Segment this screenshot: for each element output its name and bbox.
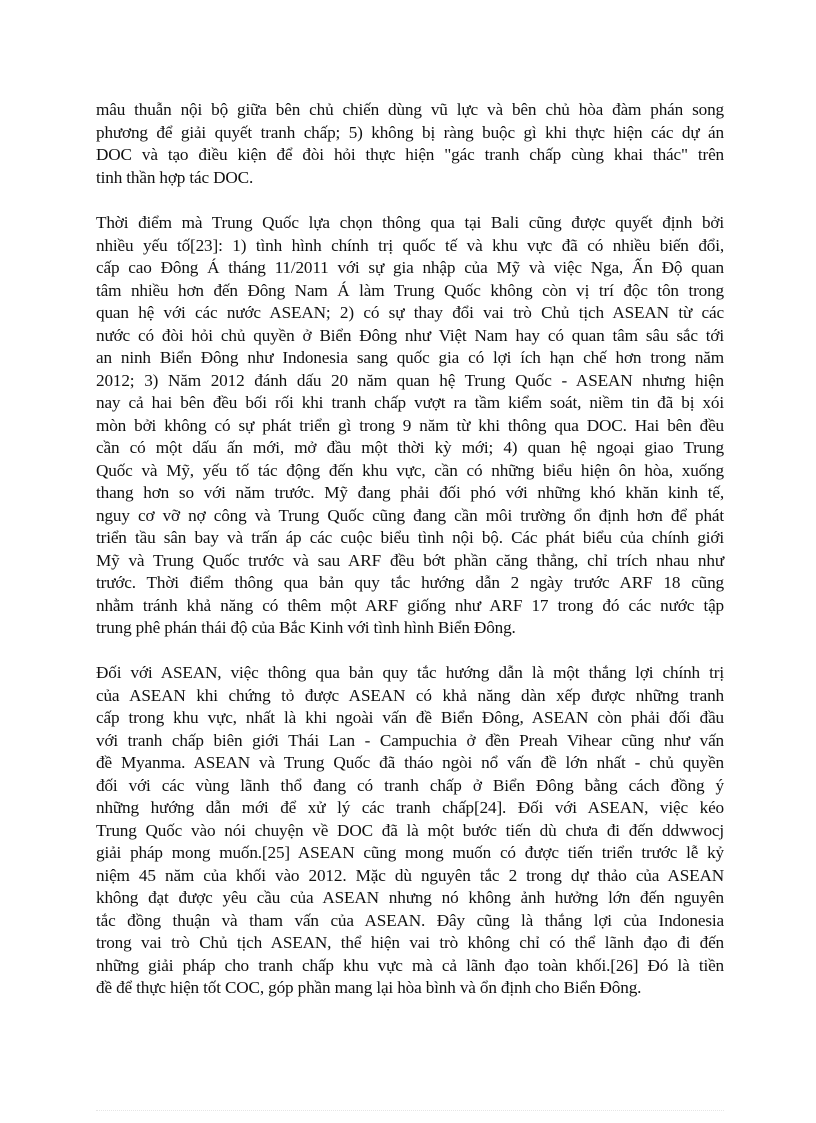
paragraph-3 bbox=[96, 662, 724, 1000]
text-line: trung phê phán thái độ của Bắc Kinh với tình hình Biển Đông. bbox=[96, 618, 516, 637]
text-line: Đối với ASEAN, việc thông qua bản quy tắc hướng dẫn là một thắng lợi chính trị bbox=[96, 663, 724, 682]
text-line: đối với các vùng lãnh thổ đang có tranh chấp ở Biển Đông bằng cách đồng ý bbox=[96, 775, 724, 795]
text-line: tinh thần hợp tác DOC. bbox=[96, 167, 254, 187]
text-line: với tranh chấp biên giới Thái Lan - Campuchia ở đền Preah Vihear cũng như vấn bbox=[96, 730, 724, 750]
text-line: thang hơn so với năm trước. Mỹ đang phải đối phó với những khó khăn kinh tế, bbox=[96, 483, 724, 502]
text-line: không đạt được yêu cầu của ASEAN nhưng nó không ảnh hưởng lớn đến nguyên bbox=[96, 888, 724, 907]
text-line: nước có đòi hỏi chủ quyền ở Biển Đông như Việt Nam hay có quan tâm sâu sắc tới bbox=[96, 325, 724, 345]
paragraph-1 bbox=[96, 99, 724, 189]
text-line: mâu thuẫn nội bộ giữa bên chủ chiến dùng vũ lực và bên chủ hòa đàm phán song bbox=[96, 100, 724, 119]
text-line: tắc đồng thuận và tham vấn của ASEAN. Đây cũng là thắng lợi của Indonesia bbox=[96, 910, 724, 930]
text-line: trong vai trò Chủ tịch ASEAN, thể hiện vai trò không chỉ có thể lãnh đạo đi đến bbox=[96, 933, 724, 952]
text-line: đề Myanma. ASEAN và Trung Quốc đã tháo ngòi nổ vấn đề lớn nhất - chủ quyền bbox=[96, 753, 724, 772]
page-footer-rule bbox=[96, 1110, 724, 1111]
text-line: Thời điểm mà Trung Quốc lựa chọn thông qua tại Bali cũng được quyết định bởi bbox=[96, 213, 724, 232]
text-line: những hướng dẫn mới để xử lý các tranh chấp[24]. Đối với ASEAN, việc kéo bbox=[96, 798, 724, 817]
text-line: nguy cơ vỡ nợ công và Trung Quốc cũng đang cần môi trường ổn định hơn để phát bbox=[96, 505, 724, 525]
text-line: Quốc và Mỹ, yếu tố tác động đến khu vực, cần có những biểu hiện ôn hòa, xuống bbox=[96, 460, 724, 480]
text-line: trước. Thời điểm thông qua bản quy tắc hướng dẫn 2 ngày trước ARF 18 cũng bbox=[96, 573, 724, 592]
text-line: mòn bởi không có sự phát triển gì trong 9 năm từ khi thông qua DOC. Hai bên đều bbox=[96, 415, 724, 435]
text-line: cần có một dấu ấn mới, mở đầu một thời kỳ mới; 4) quan hệ ngoại giao Trung bbox=[96, 438, 724, 457]
text-line: tâm nhiều hơn đến Đông Nam Á làm Trung Quốc không còn vị trí độc tôn trong bbox=[96, 280, 724, 300]
text-line: đề để thực hiện tốt COC, góp phần mang lại hòa bình và ổn định cho Biển Đông. bbox=[96, 978, 642, 997]
text-line: của ASEAN khi chứng tỏ được ASEAN có khả năng dàn xếp được những tranh bbox=[96, 685, 724, 705]
text-line: 2012; 3) Năm 2012 đánh dấu 20 năm quan hệ Trung Quốc - ASEAN nhưng hiện bbox=[96, 370, 724, 390]
text-line: Mỹ và Trung Quốc trước và sau ARF đều bớt phần căng thẳng, chỉ trích nhau như bbox=[96, 550, 724, 570]
text-line: Trung Quốc vào nói chuyện về DOC đã là một bước tiến dù chưa đi đến ddwwocj bbox=[96, 820, 724, 840]
text-line: quan hệ với các nước ASEAN; 2) có sự thay đổi vai trò Chủ tịch ASEAN từ các bbox=[96, 303, 724, 322]
text-line: phương để giải quyết tranh chấp; 5) không bị ràng buộc gì khi thực hiện các dự án bbox=[96, 122, 724, 142]
text-line: cấp trong khu vực, nhất là khi ngoài vấn đề Biển Đông, ASEAN còn phải đối đầu bbox=[96, 708, 724, 727]
text-line: giải pháp mong muốn.[25] ASEAN cũng mong muốn có được tiến triển trước lễ kỷ bbox=[96, 843, 724, 862]
text-line: niệm 45 năm của khối vào 2012. Mặc dù nguyên tắc 2 trong dự thảo của ASEAN bbox=[96, 865, 724, 885]
text-line: cấp cao Đông Á tháng 11/2011 với sự gia nhập của Mỹ và việc Nga, Ấn Độ quan bbox=[96, 258, 724, 277]
text-line: nay cả hai bên đều bối rối khi tranh chấp vượt ra tầm kiểm soát, niềm tin đã bị xói bbox=[96, 393, 724, 412]
text-line: nhiều yếu tố[23]: 1) tình hình chính trị quốc tế và khu vực đã có nhiều biến đổi, bbox=[96, 235, 724, 255]
text-line: triển tầu sân bay và trấn áp các cuộc biểu tình nội bộ. Các phát biểu của chính giới bbox=[96, 528, 724, 547]
text-line: DOC và tạo điều kiện để đòi hỏi thực hiện "gác tranh chấp cùng khai thác" trên bbox=[96, 145, 724, 164]
text-line: an ninh Biển Đông như Indonesia sang quốc gia có lợi ích hạn chế hơn trong năm bbox=[96, 348, 724, 367]
text-line: những giải pháp cho tranh chấp khu vực mà cả lãnh đạo toàn khối.[26] Đó là tiền bbox=[96, 955, 724, 975]
text-line: nhằm tránh khả năng có thêm một ARF giống như ARF 17 trong đó các nước tập bbox=[96, 595, 724, 615]
paragraph-2 bbox=[96, 212, 724, 640]
